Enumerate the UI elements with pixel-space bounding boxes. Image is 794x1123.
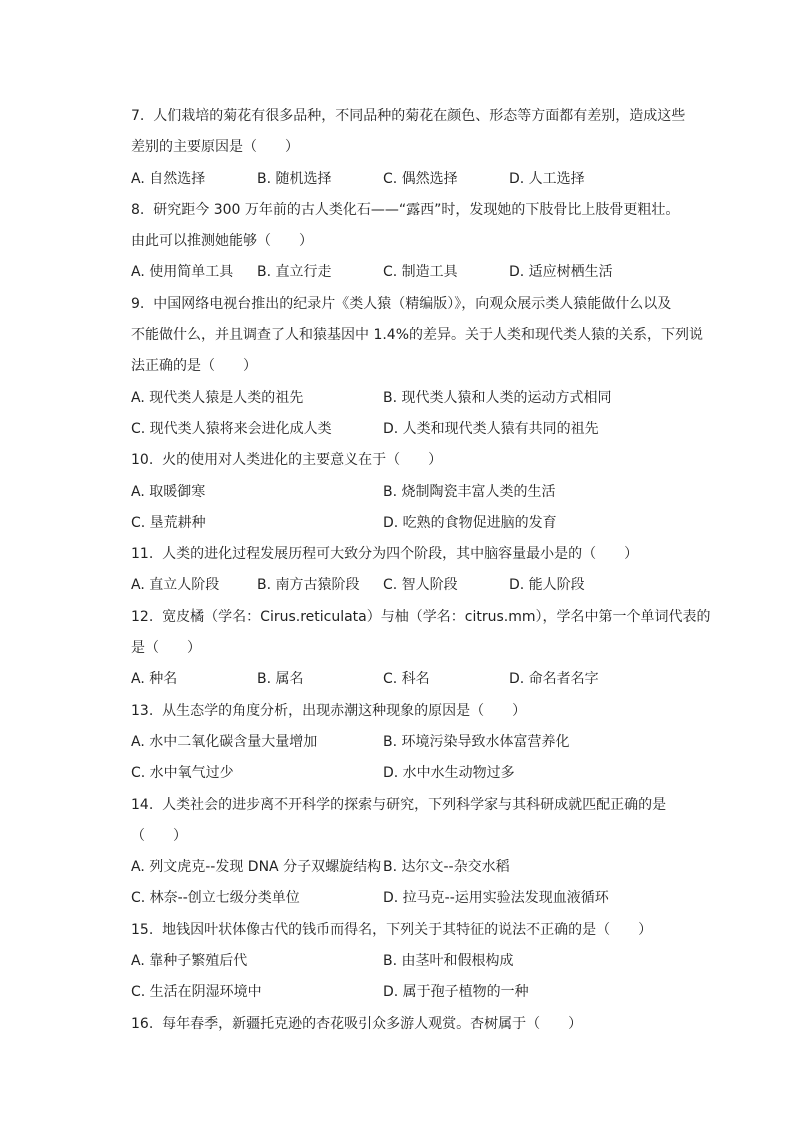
question-5-option-1[interactable]: B. 属名 [257, 671, 304, 688]
question-8-option-0[interactable]: A. 靠种子繁殖后代 [131, 953, 248, 970]
question-2-line-2: 法正确的是（ ） [131, 358, 257, 375]
question-2-options-row [131, 383, 696, 414]
question-3-option-3[interactable]: D. 吃熟的食物促进脑的发育 [383, 514, 557, 531]
question-7-option-3[interactable]: D. 拉马克--运用实验法发现血液循环 [383, 890, 609, 907]
question-5-option-2[interactable]: C. 科名 [383, 671, 430, 688]
question-5-options-row [131, 664, 696, 695]
question-7-line-1: （ ） [131, 827, 187, 844]
question-6-option-3[interactable]: D. 水中水生动物过多 [383, 765, 515, 782]
question-7-option-1[interactable]: B. 达尔文--杂交水稻 [383, 859, 510, 876]
question-7-option-2[interactable]: C. 林奈--创立七级分类单位 [131, 890, 300, 907]
question-7-options-row [131, 883, 696, 914]
question-8-option-2[interactable]: C. 生活在阴湿环境中 [131, 984, 262, 1001]
question-2-option-1[interactable]: B. 现代类人猿和人类的运动方式相同 [383, 389, 612, 406]
question-5-option-3[interactable]: D. 命名者名字 [509, 671, 599, 688]
question-4-option-3[interactable]: D. 能人阶段 [509, 577, 585, 594]
question-6-option-0[interactable]: A. 水中二氧化碳含量大量增加 [131, 733, 318, 750]
question-9-line-0: 16. 每年春季，新疆托克逊的杏花吸引众多游人观赏。杏树属于（ ） [131, 1015, 583, 1032]
question-6-option-2[interactable]: C. 水中氧气过少 [131, 765, 234, 782]
question-5-option-0[interactable]: A. 种名 [131, 671, 178, 688]
question-5-line-1: 是（ ） [131, 640, 201, 657]
question-3-line-0: 10. 火的使用对人类进化的主要意义在于（ ） [131, 452, 443, 469]
question-8-option-3[interactable]: D. 属于孢子植物的一种 [383, 984, 529, 1001]
question-1-option-2[interactable]: C. 制造工具 [383, 264, 458, 281]
question-7-line-0: 14. 人类社会的进步离不开科学的探索与研究，下列科学家与其科研成就匹配正确的是 [131, 796, 667, 813]
question-0-option-2[interactable]: C. 偶然选择 [383, 170, 458, 187]
question-4-option-2[interactable]: C. 智人阶段 [383, 577, 458, 594]
question-2-option-3[interactable]: D. 人类和现代类人猿有共同的祖先 [383, 420, 599, 437]
question-1-options-row [131, 257, 696, 288]
question-4-options-row [131, 570, 696, 601]
question-8-options-row [131, 946, 696, 977]
question-0-option-1[interactable]: B. 随机选择 [257, 170, 332, 187]
question-6-options-row [131, 727, 696, 758]
question-1-line-1: 由此可以推测她能够（ ） [131, 233, 313, 250]
question-2-line-1: 不能做什么，并且调查了人和猿基因中 1.4%的差异。关于人类和现代类人猿的关系，下列说 [131, 327, 704, 344]
question-0-line-0: 7. 人们栽培的菊花有很多品种，不同品种的菊花在颜色、形态等方面都有差别，造成这些 [131, 108, 686, 124]
question-2-option-0[interactable]: A. 现代类人猿是人类的祖先 [131, 389, 304, 406]
question-3-options-row [131, 477, 696, 508]
question-2-option-2[interactable]: C. 现代类人猿将来会进化成人类 [131, 420, 332, 437]
question-7-option-0[interactable]: A. 列文虎克--发现 DNA 分子双螺旋结构 [131, 859, 382, 876]
question-6-line-0: 13. 从生态学的角度分析，出现赤潮这种现象的原因是（ ） [131, 702, 527, 719]
question-8-options-row [131, 977, 696, 1008]
question-6-option-1[interactable]: B. 环境污染导致水体富营养化 [383, 733, 570, 750]
question-0-options-row [131, 164, 696, 195]
question-2-line-0: 9. 中国网络电视台推出的纪录片《类人猿（精编版）》，向观众展示类人猿能做什么以及 [131, 295, 672, 312]
question-1-option-3[interactable]: D. 适应树栖生活 [509, 264, 613, 281]
question-1-option-0[interactable]: A. 使用简单工具 [131, 264, 234, 281]
question-4-option-1[interactable]: B. 南方古猿阶段 [257, 577, 360, 594]
question-0-line-1: 差别的主要原因是（ ） [131, 139, 299, 156]
question-5-line-0: 12. 宽皮橘（学名：Cirus.reticulata）与柚（学名：citrus.mm），学名中第一个单词代表的 [131, 608, 711, 625]
question-0-option-0[interactable]: A. 自然选择 [131, 170, 206, 187]
question-3-option-2[interactable]: C. 垦荒耕种 [131, 514, 206, 531]
question-4-line-0: 11. 人类的进化过程发展历程可大致分为四个阶段，其中脑容量最小是的（ ） [131, 546, 639, 563]
question-8-line-0: 15. 地钱因叶状体像古代的钱币而得名，下列关于其特征的说法不正确的是（ ） [131, 921, 653, 938]
question-1-option-1[interactable]: B. 直立行走 [257, 264, 332, 281]
question-2-options-row [131, 414, 696, 445]
question-0-option-3[interactable]: D. 人工选择 [509, 170, 585, 187]
question-4-option-0[interactable]: A. 直立人阶段 [131, 577, 220, 594]
question-3-option-0[interactable]: A. 取暖御寒 [131, 483, 206, 500]
question-8-option-1[interactable]: B. 由茎叶和假根构成 [383, 953, 514, 970]
question-7-options-row [131, 852, 696, 883]
question-3-option-1[interactable]: B. 烧制陶瓷丰富人类的生活 [383, 483, 556, 500]
question-1-line-0: 8. 研究距今 300 万年前的古人类化石——“露西”时，发现她的下肢骨比上肢骨更粗壮。 [131, 201, 680, 218]
question-list [131, 101, 711, 1040]
question-6-options-row [131, 758, 696, 789]
question-3-options-row [131, 508, 696, 539]
